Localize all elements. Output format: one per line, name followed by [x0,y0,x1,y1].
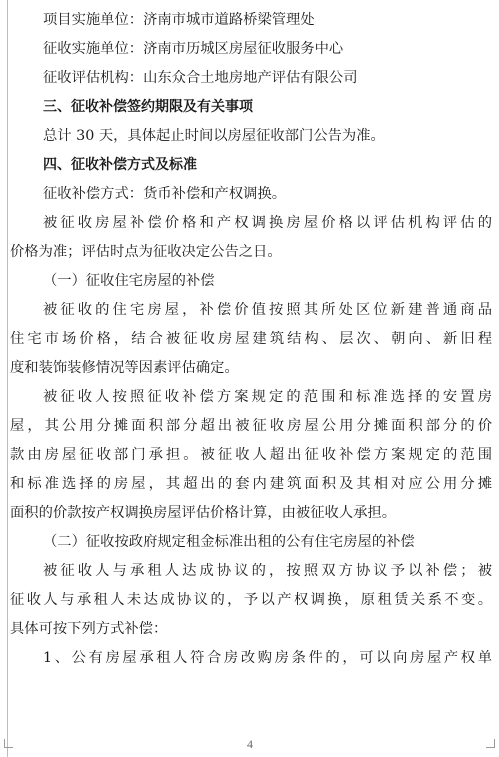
paragraph-line: 款由房屋征收部门承担。被征收人超出征收补偿方案规定的范围 [10,447,492,463]
paragraph-line: 度和装饰装修情况等因素评估确定。 [10,360,239,376]
paragraph-line: 被征收人与承租人达成协议的，按照双方协议予以补偿；被 [43,563,492,579]
paragraph-line: 被征收人按照征收补偿方案规定的范围和标准选择的安置房 [43,389,492,405]
crop-mark-bottom-right [486,739,495,748]
paragraph-line: 价格为准；评估时点为征收决定公告之日。 [10,244,282,260]
appraisal-agency-line: 征收评估机构：山东众合土地房地产评估有限公司 [43,70,358,86]
margin-guide-line [7,0,8,757]
paragraph-line: 被征收的住宅房屋，补偿价值按照其所处区位新建普通商品 [43,302,492,318]
section-heading-4: 四、征收补偿方式及标准 [43,157,197,173]
paragraph-line: 屋，其公用分摊面积部分超出被征收房屋公用分摊面积部分的价 [10,418,492,434]
paragraph-line: 被征收房屋补偿价格和产权调换房屋价格以评估机构评估的 [43,215,492,231]
crop-mark-bottom-left [4,739,13,748]
paragraph-line: 1、公有房屋承租人符合房改购房条件的，可以向房屋产权单 [43,650,492,666]
document-body [10,6,492,673]
paragraph-line: 面积的价款按产权调换房屋评估价格计算，由被征收人承担。 [10,505,397,521]
paragraph-line: 征收补偿方式：货币补偿和产权调换。 [43,186,287,202]
paragraph-line: 征收人与承租人未达成协议的，予以产权调换，原租赁关系不变。 [10,592,492,608]
section-heading-3: 三、征收补偿签约期限及有关事项 [43,99,253,115]
subsection-heading-2: （二）征收按政府规定租金标准出租的公有住宅房屋的补偿 [43,534,415,550]
project-unit-line: 项目实施单位：济南市城市道路桥梁管理处 [43,12,315,28]
page-number: 4 [247,737,253,751]
collection-unit-line: 征收实施单位：济南市历城区房屋征收服务中心 [43,41,344,57]
subsection-heading-1: （一）征收住宅房屋的补偿 [43,273,215,289]
paragraph-line: 和标准选择的房屋，其超出的套内建筑面积及其相对应公用分摊 [10,476,492,492]
paragraph-line: 总计 30 天，具体起止时间以房屋征收部门公告为准。 [43,128,385,144]
paragraph-line: 住宅市场价格，结合被征收房屋建筑结构、层次、朝向、新旧程 [10,331,492,347]
paragraph-line: 具体可按下列方式补偿： [10,621,168,637]
